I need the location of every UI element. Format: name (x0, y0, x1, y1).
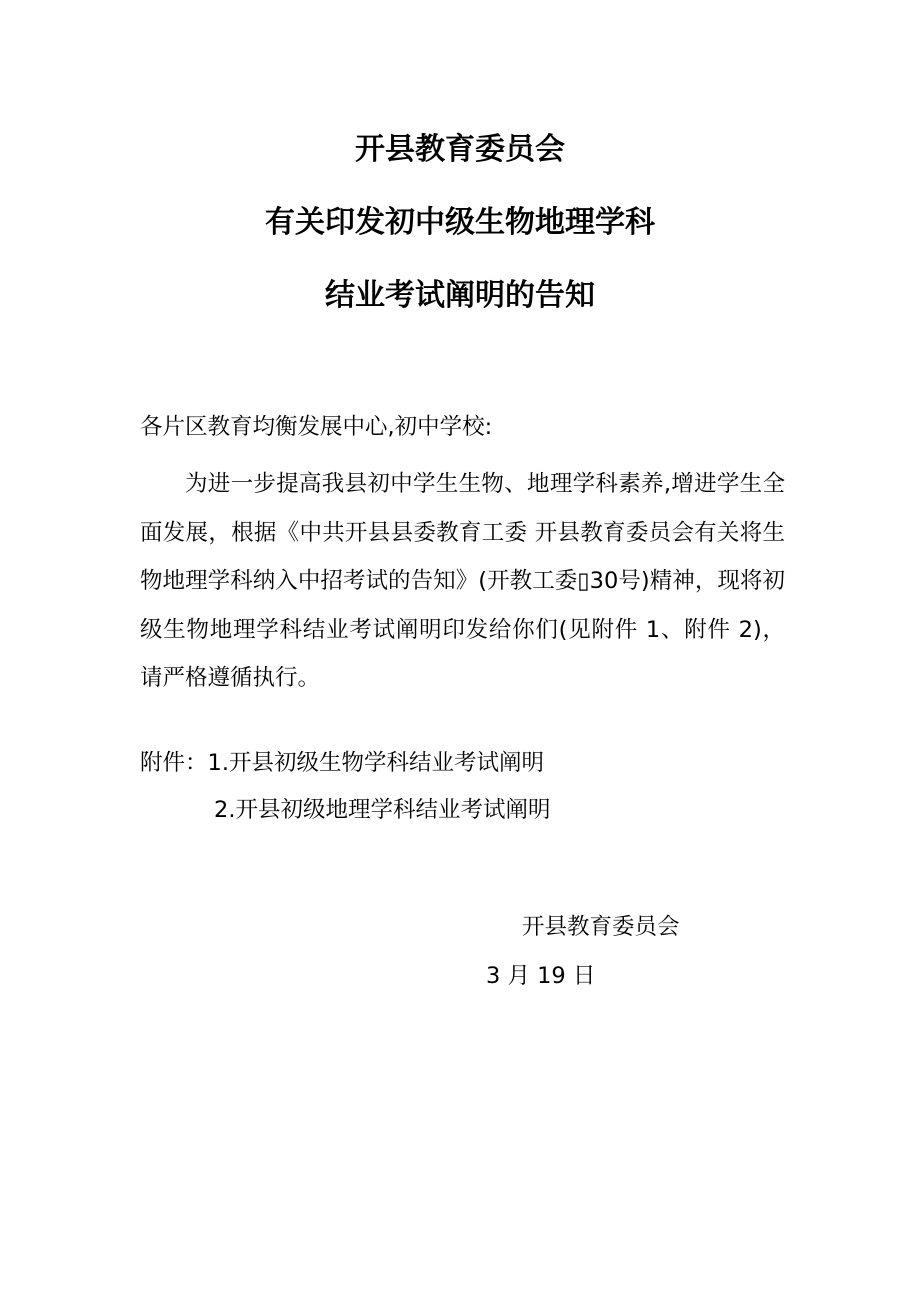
title-line-1: 开县教育委员会 (355, 132, 565, 167)
title-line-2: 有关印发初中级生物地理学科 (265, 205, 655, 240)
signer: 开县教育委员会 (522, 914, 680, 940)
attachment-2: 2.开县初级地理学科结业考试阐明 (214, 797, 551, 823)
date: 3 月 19 日 (486, 963, 596, 989)
title-line-3: 结业考试阐明的告知 (325, 278, 595, 313)
salutation: 各片区教育均衡发展中心,初中学校: (140, 414, 493, 440)
body-paragraph: 为进一步提高我县初中学生生物、地理学科素养,增进学生全面发展，根据《中共开县县委教育工委 开县教育委员会有关将生物地理学科纳入中招考试的告知》(开教工委▯30号)精神，现将初级生物地理学科结业考试阐明印发给你们(见附件 1、附件 2)，请严格遵循执行。 (140, 471, 785, 691)
attachment-1: 附件：1.开县初级生物学科结业考试阐明 (140, 750, 544, 776)
